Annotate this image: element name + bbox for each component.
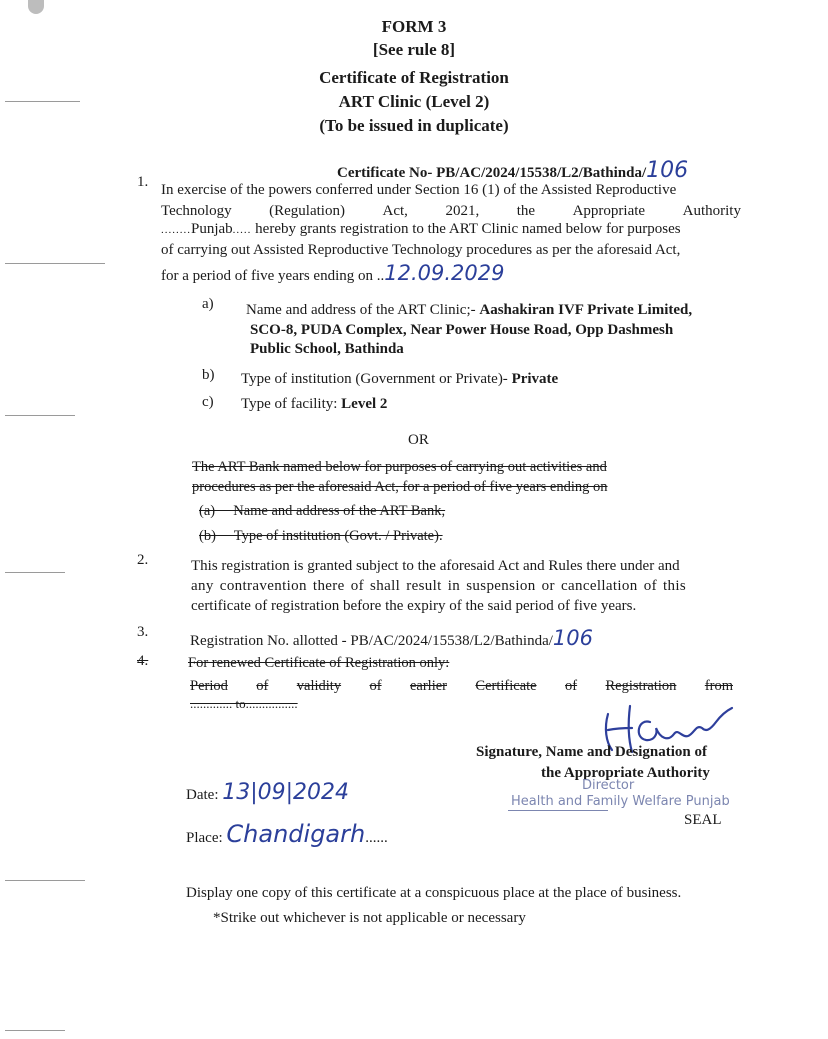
registration-end-date: 12.09.2029 [384, 261, 505, 285]
place-label: Place: [186, 830, 223, 846]
para2-line2: any contravention there of shall result in suspension or cancellation of this [191, 578, 687, 594]
place-field [186, 820, 388, 848]
punch-hole-icon [28, 0, 44, 14]
art-bank-item-b: (b) Type of institution (Govt. / Private). [199, 528, 443, 544]
clinic-address-line2: Public School, Bathinda [250, 341, 404, 357]
word: of [565, 678, 578, 694]
dots: ..... [232, 224, 252, 236]
para1-line4: of carrying out Assisted Reproductive Technology procedures as per the aforesaid Act, [161, 242, 681, 258]
display-instruction: Display one copy of this certificate at a conspicuous place at the place of business. [186, 885, 682, 901]
text: Registration No. allotted - [190, 633, 347, 649]
para2-line3: certificate of registration before the expiry of the said period of five years. [191, 598, 637, 614]
para1-number: 1. [137, 174, 149, 190]
date-label: Date: [186, 787, 219, 803]
duplicate-note: (To be issued in duplicate) [319, 116, 509, 135]
word: Certificate [475, 678, 537, 694]
certificate-number [337, 158, 688, 183]
registration-number-value: PB/AC/2024/15538/L2/Bathinda/ [350, 633, 553, 649]
para1-line3 [161, 221, 681, 238]
stamp-designation: Director [582, 778, 635, 793]
item-c-label: c) [202, 394, 214, 410]
word: Appropriate [572, 203, 646, 219]
scan-mark [5, 880, 85, 881]
item-a-label: a) [202, 296, 214, 312]
clinic-name: Aashakiran IVF Private Limited, [479, 302, 693, 318]
word: from [704, 678, 733, 694]
word: (Regulation) [269, 203, 345, 219]
word: validity [296, 678, 342, 694]
para4-line3: ............. to................ [190, 696, 298, 711]
stamp-department: Health and Family Welfare Punjab [511, 794, 730, 809]
para2-line1: This registration is granted subject to the aforesaid Act and Rules there under and [191, 558, 680, 574]
institution-type: Private [511, 371, 559, 387]
word: of [256, 678, 269, 694]
date-value-handwritten: 13|09|2024 [222, 780, 350, 805]
certificate-number-label: Certificate No- PB/AC/2024/15538/L2/Bathinda/ [337, 165, 647, 181]
clinic-level-title: ART Clinic (Level 2) [338, 92, 490, 111]
rule-reference: [See rule 8] [372, 40, 456, 59]
place-value-handwritten: Chandigarh [226, 820, 366, 848]
appropriate-authority-name: Punjab [191, 221, 233, 237]
word: earlier [409, 678, 448, 694]
registration-number [190, 626, 593, 650]
art-bank-line1: The ART Bank named below for purposes of carrying out activities and [192, 459, 607, 475]
text: for a period of five years ending on .. [161, 268, 385, 284]
para2-number: 2. [137, 552, 149, 568]
text: hereby grants registration to the ART Clinic named below for purposes [255, 221, 681, 237]
word: 2021, [445, 203, 480, 219]
text: Type of facility: [241, 396, 338, 412]
scan-mark [5, 415, 75, 416]
word: Act, [382, 203, 408, 219]
para3-number: 3. [137, 624, 149, 640]
item-b [241, 371, 558, 388]
dots: ...... [365, 830, 388, 846]
word: Registration [605, 678, 677, 694]
strike-out-note: *Strike out whichever is not applicable or necessary [213, 910, 526, 926]
para1-line5 [161, 261, 505, 285]
facility-type: Level 2 [341, 396, 388, 412]
para1-line1: In exercise of the powers conferred under Section 16 (1) of the Assisted Reproductive [161, 182, 677, 198]
art-bank-item-a: (a) Name and address of the ART Bank, [199, 503, 446, 519]
para4-line2 [190, 678, 733, 695]
item-a-line1 [246, 302, 692, 319]
word: Technology [161, 203, 232, 219]
item-b-label: b) [202, 367, 215, 383]
scan-mark [5, 572, 65, 573]
item-c [241, 396, 387, 413]
word: Authority [682, 203, 741, 219]
text: Type of institution (Government or Private)- [241, 371, 508, 387]
clinic-address-line1: SCO-8, PUDA Complex, Near Power House Road, Opp Dashmesh [250, 322, 674, 338]
registration-number-handwritten: 106 [552, 626, 593, 650]
date-field [186, 780, 349, 805]
signature-caption-line1: Signature, Name and Designation of [476, 744, 707, 760]
scan-mark [5, 1030, 65, 1031]
stamp-underline [508, 810, 608, 811]
certificate-title: Certificate of Registration [319, 68, 509, 87]
word: of [369, 678, 382, 694]
word: Period [190, 678, 228, 694]
signature-caption-line2: the Appropriate Authority [541, 765, 710, 781]
seal-label: SEAL [684, 812, 722, 828]
dots: ........ [161, 224, 191, 236]
form-number: FORM 3 [381, 17, 447, 36]
art-bank-line2: procedures as per the aforesaid Act, for a period of five years ending on [192, 479, 608, 495]
word: the [516, 203, 536, 219]
scan-mark [5, 263, 105, 264]
certificate-number-handwritten: 106 [646, 158, 689, 183]
or-separator: OR [408, 432, 429, 448]
text: Name and address of the ART Clinic;- [246, 302, 476, 318]
para4-number: 4. [137, 653, 149, 669]
para4-line1: For renewed Certificate of Registration only: [188, 655, 450, 671]
para1-line2 [161, 203, 741, 220]
